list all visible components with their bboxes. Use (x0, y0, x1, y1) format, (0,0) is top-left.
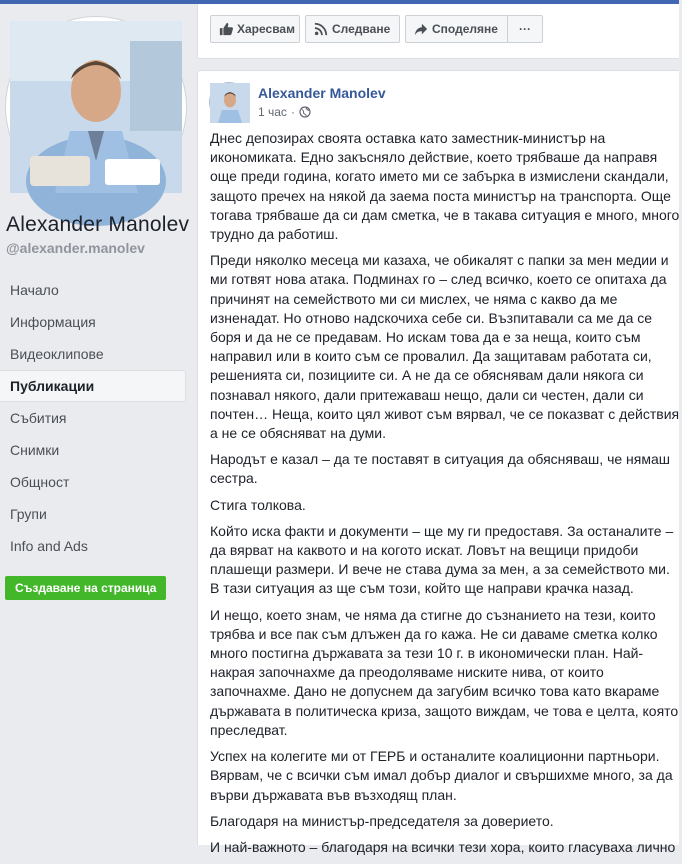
nav-item-about[interactable]: Информация (10, 314, 96, 330)
post-paragraph: Преди няколко месеца ми казаха, че обикалят с папки за мен медии и ми готвят нова атака. Подминах го – след всичко, което се опитаха да причинят на семейството ми си мислех, че няма с какво да ме изненадат. Но отново надскочиха себе си. Възпитавали са ме да се боря и да не се предавам. Но искам това да е за неща, които съм направил или в които съм се провалил. Да защитавам работата си, решенията си, позициите си. А не да се обяснявам дали някога си познавал някого, дали притежаваш нещо, дали си честен, дали си почтен… Неща, които цял живот съм вярвал, че се показват с действия а не се обясняват на думи. (210, 252, 680, 442)
nav-item-home[interactable]: Начало (10, 282, 59, 298)
profile-photo-icon (10, 21, 182, 193)
follow-button[interactable] (305, 15, 400, 43)
follow-button-label: Следване (332, 22, 391, 36)
post-paragraph: Който иска факти и документи – ще му ги предоставя. За останалите – да вярват на каквото и на когото искат. Ловът на вещици придоби плашещи размери. И вече не става дума за мен, а за семейството ми. В тази ситуация аз ще съм този, който ще направи крачка назад. (210, 522, 674, 597)
avatar-photo-icon (210, 83, 250, 123)
post-paragraph: Народът е казал – да те поставят в ситуация да обясняваш, че нямаш сестра. (210, 451, 670, 487)
post-paragraph: Стига толкова. (210, 496, 306, 513)
share-arrow-icon (414, 22, 428, 36)
nav-item-posts[interactable]: Публикации (0, 370, 186, 402)
page-handle[interactable]: @alexander.manolev (6, 240, 145, 256)
post-author-avatar[interactable] (209, 82, 249, 122)
post-author-name[interactable]: Alexander Manolev (258, 85, 386, 101)
meta-separator: · (290, 105, 295, 119)
like-button-label: Харесвам (237, 22, 295, 36)
nav-item-groups[interactable]: Групи (10, 506, 47, 522)
post-paragraph: И най-важното – благодаря на всички тези хора, които гласуваха лично (210, 838, 676, 855)
left-column (0, 4, 192, 845)
post-meta (258, 105, 311, 119)
post-text (210, 129, 682, 864)
post-paragraph: Успех на колегите ми от ГЕРБ и останалите коалиционни партньори. Вярвам, че с всички съм имал добър диалог и свършихме много, за да върви държавата във възходящ план. (210, 748, 673, 803)
post-paragraph: И нещо, което знам, че няма да стигне до съзнанието на тези, които трябва и все пак съм длъжен да го кажа. Не си даваме сметка колко много постигна държавата за тези 10 г. в икономически план. Най-накрая започнахме да преодоляваме ниските нива, от които започнахме. Дано не допуснем да загубим всичко това като вкараме държавата в политическа криза, защото виждам, че това е целта, която преследват. (210, 606, 679, 738)
post-timestamp[interactable]: 1 час (258, 105, 287, 119)
post-card (197, 70, 680, 855)
like-button[interactable] (210, 15, 300, 43)
profile-picture[interactable] (6, 17, 186, 197)
rss-icon (314, 22, 328, 36)
share-button[interactable] (405, 15, 511, 43)
create-page-button[interactable]: Създаване на страница (5, 576, 166, 600)
thumbs-up-icon (219, 22, 233, 36)
nav-item-videos[interactable]: Видеоклипове (10, 346, 104, 362)
post-paragraph: Днес депозирах своята оставка като заместник-министър на икономиката. Едно закъсняло действие, което трябваше да направя още преди година, когато името ми се забърка в измислени скандали, защото пречех на някой да заема поста министър на транспорта. Още тогава трябваше да си дам сметка, че в такава ситуация е много, много трудно да работиш. (210, 130, 680, 243)
globe-icon[interactable] (299, 106, 311, 118)
page-action-bar (197, 4, 679, 59)
nav-item-community[interactable]: Общност (10, 474, 70, 490)
post-paragraph: Благодаря на министър-председателя за доверието. (210, 812, 554, 829)
nav-item-events[interactable]: Събития (10, 410, 67, 426)
more-options-button[interactable] (507, 15, 543, 43)
share-button-label: Споделяне (432, 22, 498, 36)
page-nav (0, 274, 186, 562)
nav-item-photos[interactable]: Снимки (10, 442, 60, 458)
more-dots-icon: ··· (519, 22, 531, 36)
nav-item-info-and-ads[interactable]: Info and Ads (10, 538, 88, 554)
page-name[interactable]: Alexander Manolev (6, 213, 190, 236)
